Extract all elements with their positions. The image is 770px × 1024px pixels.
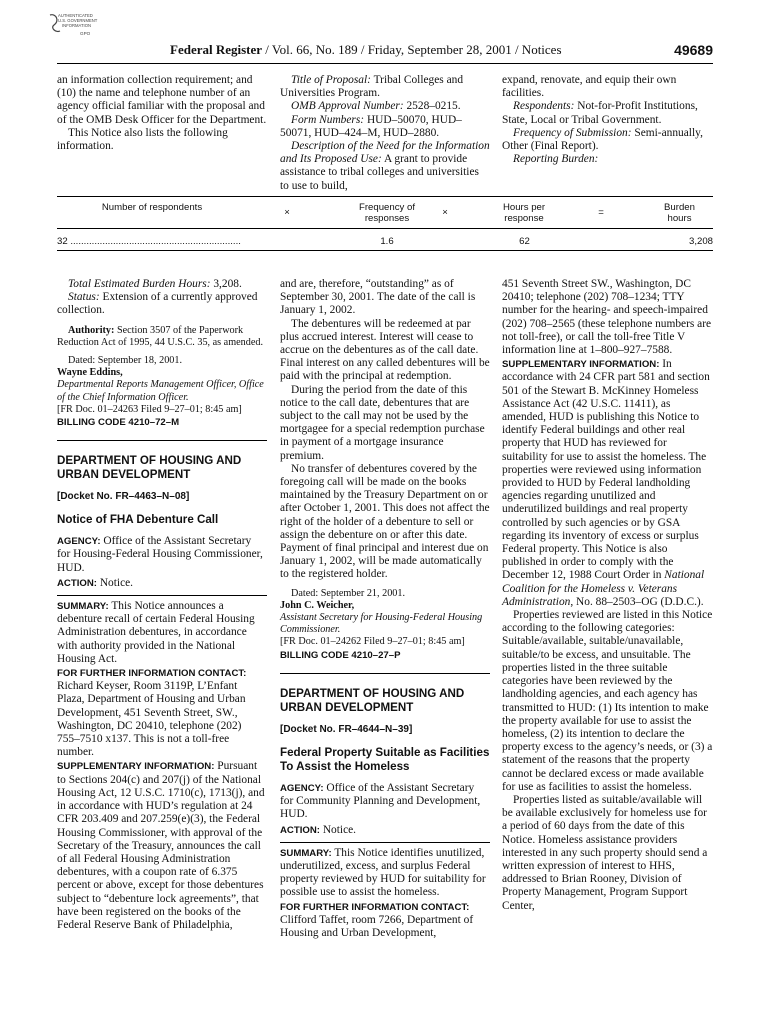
paragraph: This Notice also lists the following information. — [57, 126, 228, 153]
value: Clifford Taffet, room 7266, Department of Housing and Urban Development, — [280, 913, 474, 939]
paragraph: No transfer of debentures covered by the foregoing call will be made on the books maintained by the Treasury Department on or after October 1, 2001. This does not affect the right of the holder of a debenture to sell or assign the debenture on or after this date. Payment of final principal and interest due on January 1, 2002, will be made automatically to the registered holder. — [280, 462, 490, 581]
table-top-rule — [57, 196, 713, 197]
logo-line-1: AUTHENTICATED — [58, 13, 93, 18]
section-rule — [280, 842, 490, 843]
table-cell-respondents — [57, 236, 257, 247]
label: AGENCY: — [57, 536, 101, 548]
paragraph: Properties reviewed are listed in this Notice according to the following categories: Suitable/available, suitable/unavailable, suitable/to be excess, and unsuitable. The properties listed in the three suitable categories have been reviewed by the landholding agencies, and each agency has transmitted to HUD: (1) Its intention to make the property available for use to assist the homeless, (2) its intention to declare the property excess to the agency’s needs, or (3) a statement of the reasons that the property cannot be declared excess or made available for use as facilities to assist the homeless. — [502, 609, 713, 793]
value: HUD–50070, HUD–50071, HUD–424–M, HUD–2880. — [280, 113, 462, 139]
label: ACTION: — [280, 824, 320, 836]
label: Respondents: — [513, 100, 575, 113]
label: SUMMARY: — [57, 601, 109, 613]
dated-line: Dated: September 21, 2001. — [291, 587, 406, 599]
signer-name: Wayne Eddins, — [57, 367, 123, 379]
header-rule — [57, 63, 713, 64]
value: Office of the Assistant Secretary for Community Planning and Development, HUD. — [280, 781, 481, 821]
billing-code: BILLING CODE 4210–27–P — [280, 649, 401, 661]
equals-sign: = — [598, 207, 604, 218]
billing-code: BILLING CODE 4210–72–M — [57, 417, 180, 429]
paragraph: expand, renovate, and equip their own facilities. — [502, 74, 677, 100]
docket-number: [Docket No. FR–4463–N–08] — [57, 491, 190, 503]
logo-line-3: INFORMATION — [62, 23, 91, 28]
signer-name: John C. Weicher, — [280, 599, 355, 611]
docket-number: [Docket No. FR–4644–N–39] — [280, 723, 413, 735]
dot-leader: ................................................................ — [67, 236, 241, 247]
value: Tribal Colleges and Universities Program. — [280, 74, 464, 100]
col-header-frequency: Frequency of responses — [359, 202, 415, 224]
table-bottom-rule — [57, 250, 713, 251]
value: In accordance with 24 CFR part 581 and section 501 of the Stewart B. McKinney Homeless Assistance Act (42 U.S.C. 11411), as amended, HUD is publishing this Notice to identify Federal buildings and other real property that HUD has reviewed for suitability for use to assist the homeless. The properties were reviewed using information provided to HUD by Federal landholding agencies regarding unutilized and underutilized buildings and real property controlled by such agencies or by GSA regarding its inventory of excess or surplus Federal property. This Notice is also published in order to comply with the December 12, 1988 Court Order in — [502, 358, 710, 582]
value: Notice. — [96, 576, 134, 589]
times-sign: × — [442, 207, 448, 218]
label: Form Numbers: — [291, 113, 365, 126]
dated-line: Dated: September 18, 2001. — [68, 355, 183, 367]
notice-title: Notice of FHA Debenture Call — [57, 513, 219, 527]
signer-title: Assistant Secretary for Housing-Federal Housing Commissioner. — [280, 612, 483, 636]
page-header — [57, 42, 713, 60]
label: FOR FURTHER INFORMATION CONTACT: — [280, 901, 470, 913]
label: Total Estimated Burden Hours: — [68, 278, 211, 290]
value: Pursuant to Sections 204(c) and 207(j) of the National Housing Act, 12 U.S.C. 1710(c), 1713(j), and in accordance with HUD’s regulation at 24 CFR 203.409 and 207.259(e)(3), the Federal Housing Commissioner, with approval of the Secretary of the Treasury, announces the call of all Federal Housing Administration debentures, with a coupon rate of 6.375 percent or above, except for those debentures subject to “debenture lock agreements”, that have been registered on the books of the Federal Reserve Bank of Philadelphia, — [57, 760, 265, 931]
value: Not-for-Profit Institutions, State, Local or Tribal Government. — [502, 100, 698, 126]
top-column-3 — [502, 74, 713, 166]
label: ACTION: — [57, 577, 97, 589]
label: Reporting Burden: — [513, 153, 599, 166]
logo-line-4: GPO — [80, 31, 91, 36]
col-header-respondents: Number of respondents — [101, 202, 203, 213]
paragraph: and are, therefore, “outstanding” as of September 30, 2001. The date of the call is January 1, 2002. — [280, 278, 476, 317]
label: SUMMARY: — [280, 847, 332, 859]
table-cell-hours: 62 — [519, 236, 530, 247]
fr-doc: [FR Doc. 01–24262 Filed 9–27–01; 8:45 am] — [280, 636, 465, 648]
paragraph: During the period from the date of this notice to the call date, debentures that are subject to the call may not be used by the mortgagee for a special redemption purchase in payment of a mortgage insurance premium. — [280, 383, 485, 462]
signer-title: Departmental Reports Management Officer, Office of the Chief Information Officer. — [57, 379, 264, 403]
value: Extension of a currently approved collection. — [57, 291, 258, 317]
value: A grant to provide assistance to tribal colleges and universities to use to build, — [280, 153, 479, 192]
label: Title of Proposal: — [291, 74, 371, 86]
column-3 — [502, 278, 713, 913]
table-header-rule — [57, 228, 713, 229]
top-column-1 — [57, 74, 267, 153]
value: , No. 88–2503–OG (D.D.C.). — [570, 595, 704, 608]
column-1 — [57, 278, 267, 932]
department-heading: DEPARTMENT OF HOUSING AND URBAN DEVELOPMENT — [57, 454, 242, 482]
column-2 — [280, 278, 490, 940]
case-name: National Coalition for the Homeless v. Veterans Administration — [502, 569, 705, 608]
table-cell-frequency: 1.6 — [380, 236, 394, 247]
label: FOR FURTHER INFORMATION CONTACT: — [57, 668, 247, 680]
value: Office of the Assistant Secretary for Housing-Federal Housing Commissioner, HUD. — [57, 535, 263, 574]
paragraph: The debentures will be redeemed at par plus accrued interest. Interest will cease to accrue on the debentures as of the call date. Final interest on any called debentures will be paid with the principal at redemption. — [280, 317, 490, 383]
label: SUPPLEMENTARY INFORMATION: — [57, 761, 215, 773]
label: Description of the Need for the Information and Its Proposed Use: — [280, 140, 490, 166]
value: Semi-annually, Other (Final Report). — [502, 126, 703, 153]
label: Frequency of Submission: — [513, 126, 632, 139]
department-heading: DEPARTMENT OF HOUSING AND URBAN DEVELOPMENT — [280, 686, 465, 714]
value: Richard Keyser, Room 3119P, L’Enfant Plaza, Department of Housing and Urban Development, 451 Seventh Street, SW., Washington, DC 20410, telephone (202) 755–7510 x137. This is not a toll-free number. — [57, 680, 246, 759]
gpo-authenticated-logo — [44, 11, 108, 39]
top-column-2 — [280, 74, 490, 193]
section-rule — [57, 595, 267, 596]
section-rule — [57, 440, 267, 441]
fr-doc: [FR Doc. 01–24263 Filed 9–27–01; 8:45 am] — [57, 403, 242, 415]
label: AGENCY: — [280, 782, 324, 794]
value: 2528–0215. — [403, 100, 461, 113]
page-number: 49689 — [674, 42, 713, 58]
section-rule — [280, 673, 490, 674]
paragraph: an information collection requirement; and (10) the name and telephone number of an agency official familiar with the proposal and of the OMB Desk Officer for the Department. — [57, 74, 267, 126]
value: 3,208. — [210, 278, 242, 290]
paragraph: Properties listed as suitable/available will be available exclusively for homeless use for a period of 60 days from the date of this Notice. Homeless assistance providers interested in any such property should send a written expression of interest to HHS, addressed to Brian Rooney, Division of Property Management, Program Support Center, — [502, 793, 708, 912]
times-sign: × — [284, 207, 290, 218]
table-cell-burden: 3,208 — [688, 236, 713, 247]
header-citation — [170, 42, 562, 58]
paragraph: 451 Seventh Street SW., Washington, DC 20410; telephone (202) 708–1234; TTY number for the hearing- and speech-impaired (202) 708–2565 (these telephone numbers are not toll-free), or call the toll-free Title V information line at 1–800–927–7588. — [502, 278, 712, 357]
label: Status: — [68, 291, 100, 304]
label: Authority: — [68, 324, 115, 336]
header-issue: / Vol. 66, No. 189 / Friday, September 28, 2001 / Notices — [262, 42, 562, 57]
value-respondents: 32 — [57, 236, 68, 247]
notice-title: Federal Property Suitable as Facilities To Assist the Homeless — [280, 745, 490, 773]
value: Notice. — [319, 823, 357, 836]
label: OMB Approval Number: — [291, 100, 404, 113]
col-header-hours-per-response: Hours per response — [502, 202, 546, 224]
col-header-burden-hours: Burden hours — [664, 202, 695, 224]
value: This Notice identifies unutilized, underutilized, excess, and surplus Federal property reviewed by HUD for suitability for possible use to assist the homeless. — [280, 846, 486, 899]
journal-name: Federal Register — [170, 42, 263, 57]
value: This Notice announces a debenture recall of certain Federal Housing Administration debentures, in accordance with authority provided in the National Housing Act. — [57, 600, 255, 665]
label: SUPPLEMENTARY INFORMATION: — [502, 359, 660, 371]
value: Section 3507 of the Paperwork Reduction Act of 1995, 44 U.S.C. 35, as amended. — [57, 324, 263, 348]
logo-line-2: U.S. GOVERNMENT — [58, 18, 98, 23]
